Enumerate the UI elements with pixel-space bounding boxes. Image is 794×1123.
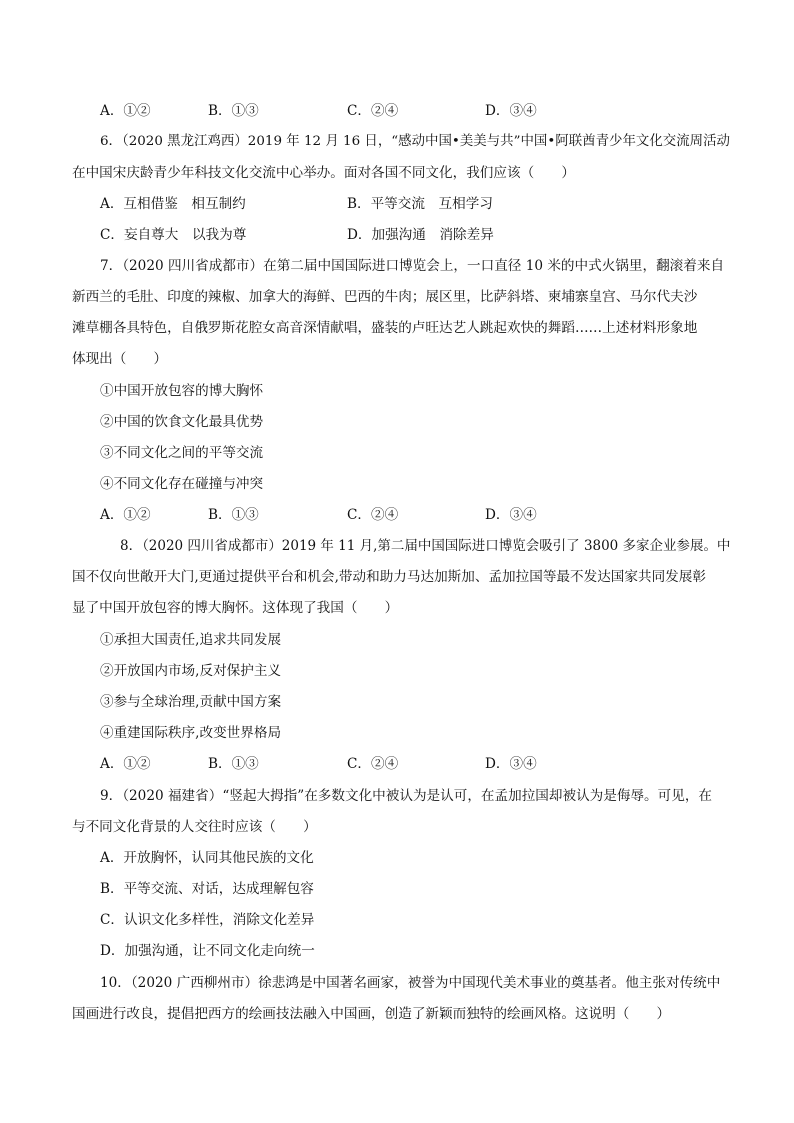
q5-option-b: B．①③ [208,103,259,119]
q8-option-a: A．①② [100,756,151,772]
q6-option-b: B．平等交流 互相学习 [347,196,493,212]
q7-item-3: ③不同文化之间的平等交流 [100,445,264,461]
q9-stem-line-1: 9．（2020 福建省）“竖起大拇指”在多数文化中被认为是认可，在孟加拉国却被认为是侮辱。可见，在 [100,788,713,804]
q9-option-c: C．认识文化多样性，消除文化差异 [100,912,315,928]
q6-option-d: D．加强沟通 消除差异 [347,227,494,243]
q8-option-c: C．②④ [347,756,399,772]
q9-option-d: D．加强沟通，让不同文化走向统一 [100,943,315,959]
q8-option-d: D．③④ [485,756,537,772]
q8-stem-line-2: 国不仅向世敞开大门,更通过提供平台和机会,带动和助力马达加斯加、孟加拉国等最不发达国家共同发展彰 [72,569,706,585]
q7-stem-line-1: 7．（2020 四川省成都市）在第二届中国国际进口博览会上，一口直径 10 米的中式火锅里，翻滚着来自 [100,258,725,274]
q7-option-b: B．①③ [208,507,259,523]
q7-option-d: D．③④ [485,507,537,523]
q5-option-a: A．①② [100,103,151,119]
q6-stem-line-2: 在中国宋庆龄青少年科技文化交流中心举办。面对各国不同文化，我们应该（ ） [72,165,575,181]
q10-stem-line-1: 10．（2020 广西柳州市）徐悲鸿是中国著名画家，被誉为中国现代美术事业的奠基者。他主张对传统中 [100,975,721,991]
q7-item-2: ②中国的饮食文化最具优势 [100,414,264,430]
q7-stem-line-3: 滩草棚各具特色，自俄罗斯花腔女高音深情献唱，盛装的卢旺达艺人跳起欢快的舞蹈……上述材料形象地 [72,320,698,336]
q7-item-4: ④不同文化存在碰撞与冲突 [100,476,264,492]
q7-option-a: A．①② [100,507,151,523]
q6-stem-line-1: 6．（2020 黑龙江鸡西）2019 年 12 月 16 日，“感动中国•美美与共”中国•阿联酋青少年文化交流周活动 [100,134,730,149]
q7-option-c: C．②④ [347,507,399,523]
q8-stem-line-3: 显了中国开放包容的博大胸怀。这体现了我国（ ） [72,600,399,616]
q7-item-1: ①中国开放包容的博大胸怀 [100,383,264,399]
q7-stem-line-4: 体现出（ ） [72,351,168,367]
q5-option-c: C．②④ [347,103,399,119]
q8-item-1: ①承担大国责任,追求共同发展 [100,632,282,648]
q9-option-b: B．平等交流、对话，达成理解包容 [100,881,314,897]
q8-item-3: ③参与全球治理,贡献中国方案 [100,694,282,710]
q9-stem-line-2: 与不同文化背景的人交往时应该（ ） [72,819,317,835]
q9-option-a: A．开放胸怀，认同其他民族的文化 [100,850,314,866]
q6-option-a: A．互相借鉴 相互制约 [100,196,246,212]
q8-option-b: B．①③ [208,756,259,772]
q8-stem-line-1: 8．（2020 四川省成都市）2019 年 11 月,第二届中国国际进口博览会吸引了 3800 多家企业参展。中 [120,538,731,554]
q5-option-d: D．③④ [485,103,537,119]
q8-item-2: ②开放国内市场,反对保护主义 [100,663,282,679]
q8-item-4: ④重建国际秩序,改变世界格局 [100,725,282,741]
q10-stem-line-2: 国画进行改良，提倡把西方的绘画技法融入中国画，创造了新颖而独特的绘画风格。这说明（ ） [72,1006,671,1022]
q6-option-c: C．妄自尊大 以我为尊 [100,227,247,243]
q7-stem-line-2: 新西兰的毛肚、印度的辣椒、加拿大的海鲜、巴西的牛肉；展区里，比萨斜塔、柬埔寨皇宫、马尔代夫沙 [72,289,698,305]
